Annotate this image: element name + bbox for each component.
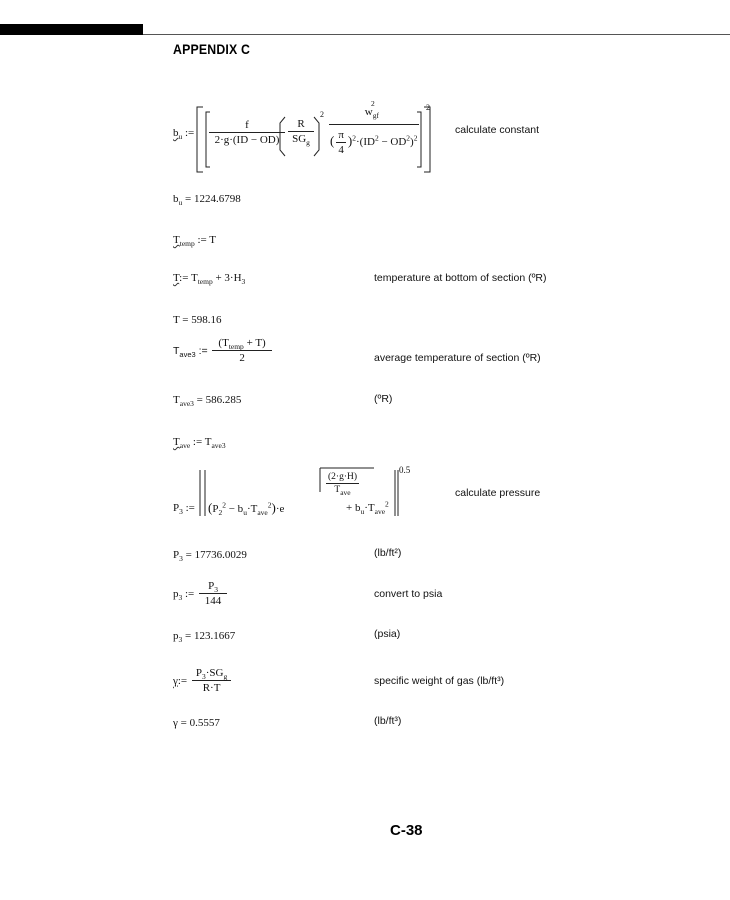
- t-result: T = 598.16: [173, 314, 222, 326]
- weight-flow-fraction: $w_{gf}^2$ ( $\frac{\pi}{4}$ )$^2\cdot(ID^2 - OD^2)^2$: [330, 99, 418, 156]
- unit-rankine: (ºR): [374, 393, 393, 405]
- ttemp-assignment: $T_{temp}$ := T: [173, 234, 217, 249]
- note-specific-weight: specific weight of gas (lb/ft³): [374, 675, 505, 687]
- note-calculate-pressure: calculate pressure: [455, 487, 541, 499]
- page-number: C-38: [390, 822, 423, 839]
- p3-psia-definition: $p_3$ := $\frac{P_3}{144}$: [173, 580, 229, 607]
- gamma-result: γ = 0.5557: [173, 717, 220, 729]
- p3-tail-term: + $b_u\cdot T_{ave}^2$: [346, 499, 389, 517]
- p3-psia-result: $p_3 = 123.1667$: [173, 630, 236, 645]
- gamma-definition: γ:= $\frac{P_3\cdot SG_g}{R\cdot T}$: [173, 667, 233, 694]
- unit-lb-per-ft2: (lb/ft²): [374, 547, 402, 559]
- p3-result: $P_3 = 17736.0029$: [173, 549, 247, 564]
- p3-lhs: $P_3$ :=: [173, 502, 195, 517]
- tave-assignment: $T_{ave}$ := $T_{ave3}$: [173, 436, 226, 451]
- unit-psia: (psia): [374, 628, 401, 640]
- t-definition: T:= $T_{temp} + 3\cdot H_3$: [173, 272, 246, 287]
- bu-lhs: $b_u$: [173, 127, 183, 142]
- note-calculate-constant: calculate constant: [455, 124, 540, 136]
- note-average-temperature: average temperature of section (ºR): [374, 352, 541, 364]
- tave3-definition: $T_{ave3}$ := $\frac{(T_{temp} + T)}{2}$: [173, 337, 274, 364]
- power-half: 0.5: [399, 465, 411, 475]
- bu-result: $b_u = 1224.6798$: [173, 193, 241, 208]
- assign-operator: :=: [185, 127, 195, 139]
- r-over-sg-fraction: $\frac{R}{SG_g}$: [286, 118, 316, 145]
- outer-exponent: 2: [426, 103, 430, 112]
- section-title: APPENDIX C: [173, 41, 251, 57]
- exponent-two: 2: [320, 110, 324, 119]
- bu-left-fraction: $\frac{f}{2\cdot g\cdot(ID - OD)}$: [207, 119, 287, 146]
- p3-bracket-term: $(P_2^2 - b_u\cdot T_{ave}^2)\cdot e$: [208, 500, 285, 518]
- unit-lb-per-ft3: (lb/ft³): [374, 715, 402, 727]
- note-temperature-bottom: temperature at bottom of section (ºR): [374, 272, 547, 284]
- note-convert-psia: convert to psia: [374, 588, 443, 600]
- exponent-fraction: $\frac{(2\cdot g\cdot H)}{T_{ave}}$: [328, 472, 358, 497]
- tave3-result: $T_{ave3} = 586.285$: [173, 394, 242, 409]
